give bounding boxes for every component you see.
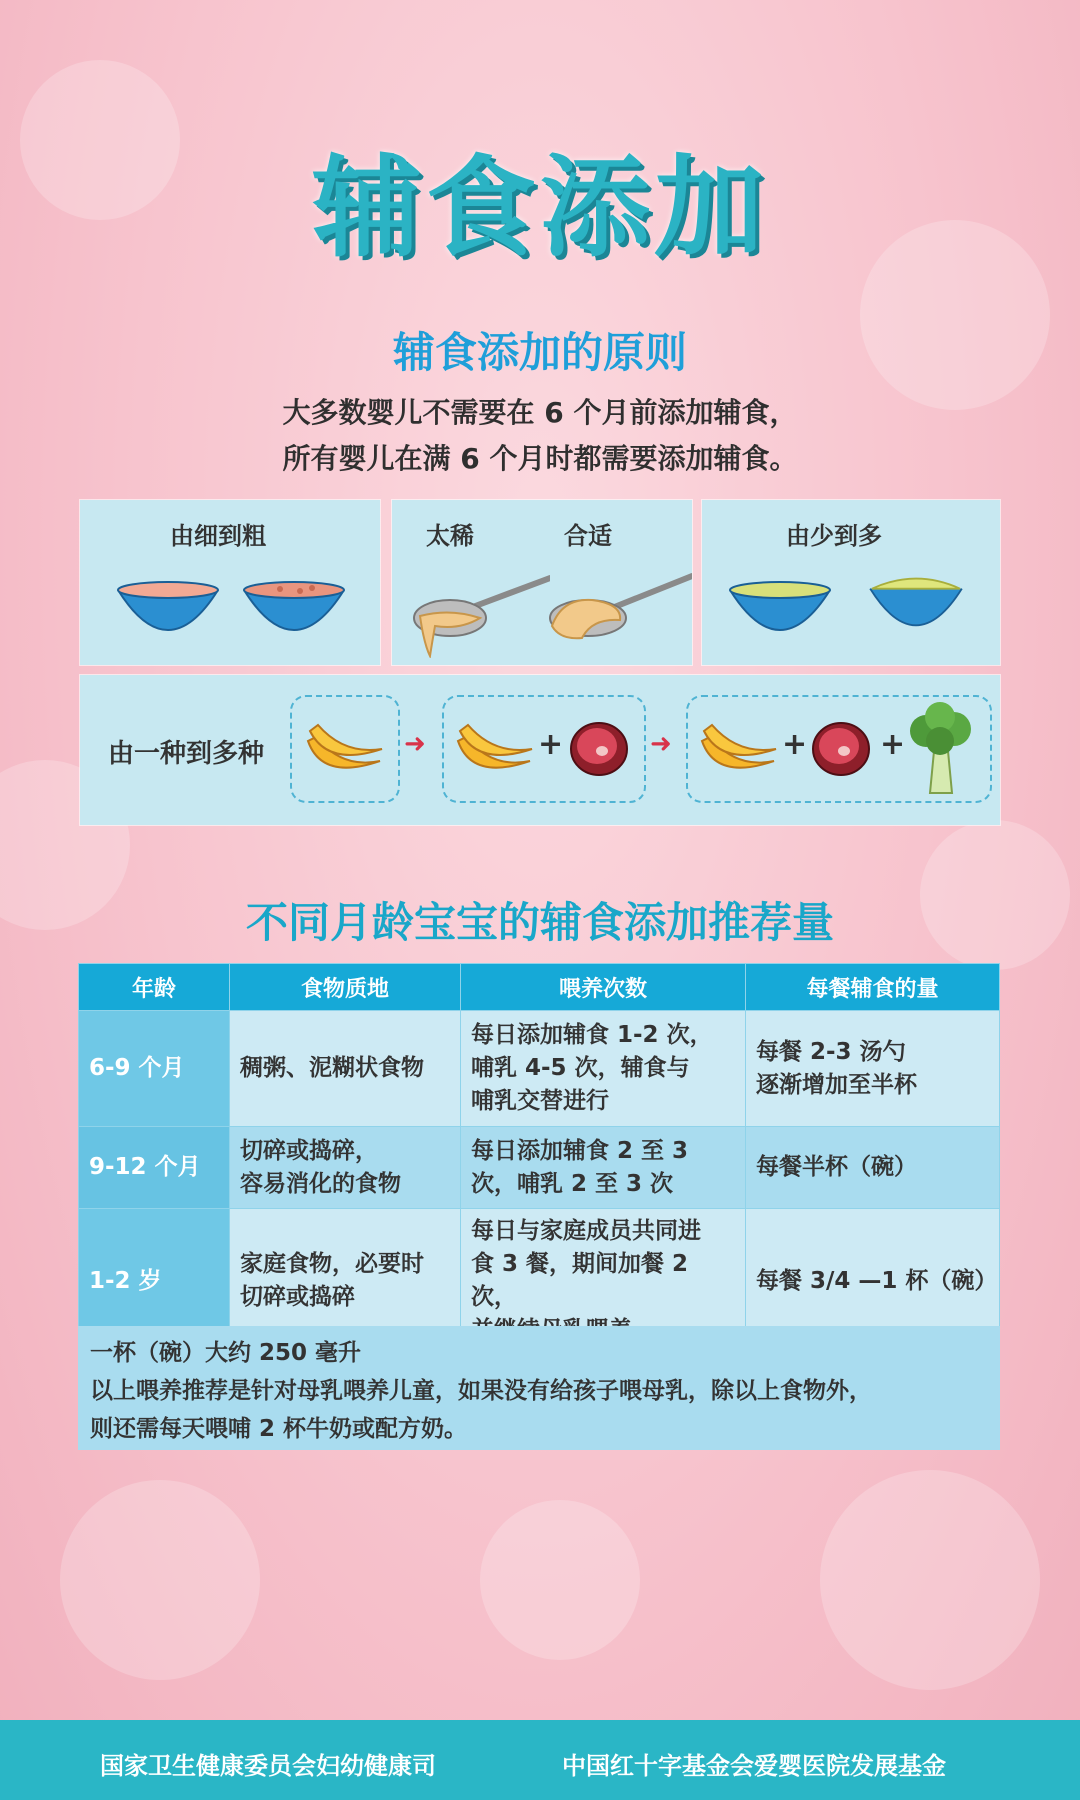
plus-icon: + — [538, 727, 564, 762]
table-row — [79, 1011, 1000, 1127]
cell-line: 哺乳交替进行 — [471, 1088, 609, 1114]
cell-line: 逐渐增加至半杯 — [756, 1071, 917, 1098]
meat-icon — [808, 715, 874, 781]
section-heading-recommendation: 不同月龄宝宝的辅食添加推荐量 — [245, 898, 834, 947]
bokeh-decoration — [480, 1500, 640, 1660]
section-heading-principles: 辅食添加的原则 — [392, 328, 687, 377]
recommendation-table — [78, 963, 1000, 1354]
footer-bar — [0, 1720, 1080, 1800]
cell-line: 切碎或捣碎， — [240, 1137, 378, 1164]
bowl-icon — [114, 580, 222, 646]
broccoli-icon — [906, 701, 976, 797]
column-header: 年龄 — [79, 964, 230, 1011]
cell-line: 食 3 餐，期间加餐 2 次， — [471, 1251, 689, 1310]
footer-org-left: 国家卫生健康委员会妇幼健康司 — [100, 1752, 436, 1780]
bowl-icon — [862, 574, 970, 640]
bokeh-decoration — [820, 1470, 1040, 1690]
banana-icon — [452, 711, 536, 783]
page-title: 辅食添加 — [312, 144, 768, 272]
cell-line: 容易消化的食物 — [240, 1170, 401, 1197]
cell-line: 每日添加辅食 1-2 次， — [471, 1022, 713, 1048]
cell-feeding — [461, 1011, 746, 1127]
cell-line: 每餐 2-3 汤勺 — [756, 1038, 906, 1065]
note-line: 一杯（碗）大约 250 毫升 — [90, 1340, 362, 1366]
banana-icon — [696, 711, 780, 783]
note-line: 则还需每天喂哺 2 杯牛奶或配方奶。 — [90, 1416, 468, 1442]
panel-one-to-many — [80, 675, 1000, 825]
panel-consistency — [392, 500, 692, 665]
column-header: 喂养次数 — [461, 964, 746, 1011]
column-header: 每餐辅食的量 — [746, 964, 1000, 1011]
cell-line: 次，哺乳 2 至 3 次 — [471, 1170, 674, 1197]
bowl-icon — [726, 580, 834, 646]
meat-icon — [566, 715, 632, 781]
banana-icon — [302, 711, 386, 783]
cell-line: 每餐半杯（碗） — [756, 1154, 917, 1180]
cell-feeding — [461, 1127, 746, 1209]
cell-line: 每日与家庭成员共同进 — [471, 1218, 701, 1244]
cell-amount — [746, 1127, 1000, 1209]
panel-less-to-more — [702, 500, 1000, 665]
cell-age: 9-12 个月 — [79, 1127, 230, 1209]
panel-label-suitable: 合适 — [564, 522, 612, 550]
bowl-icon — [240, 580, 348, 646]
arrow-right-icon: ➜ — [650, 729, 672, 759]
cell-texture — [230, 1127, 461, 1209]
panel-label: 由少到多 — [786, 522, 882, 550]
cell-age: 6-9 个月 — [79, 1011, 230, 1127]
intro-line: 大多数婴儿不需要在 6 个月前添加辅食， — [282, 396, 798, 429]
spoon-icon — [410, 548, 550, 658]
panel-fine-to-coarse — [80, 500, 380, 665]
table-header-row — [79, 964, 1000, 1011]
footer-org-right: 中国红十字基金会爱婴医院发展基金 — [562, 1752, 946, 1780]
panel-label: 由细到粗 — [170, 522, 266, 550]
cell-texture: 稠粥、泥糊状食物 — [230, 1011, 461, 1127]
panel-label-too-thin: 太稀 — [426, 522, 474, 550]
bokeh-decoration — [60, 1480, 260, 1680]
cell-line: 切碎或捣碎 — [240, 1284, 355, 1310]
cell-line: 哺乳 4-5 次，辅食与 — [471, 1055, 690, 1081]
cell-age: 1-2 岁 — [79, 1209, 230, 1354]
plus-icon: + — [880, 727, 906, 762]
arrow-right-icon: ➜ — [404, 729, 426, 759]
cell-line: 每餐 3/4 —1 杯（碗） — [756, 1267, 998, 1294]
spoon-icon — [542, 548, 692, 658]
intro-line: 所有婴儿在满 6 个月时都需要添加辅食。 — [282, 442, 798, 475]
column-header: 食物质地 — [230, 964, 461, 1011]
note-line: 以上喂养推荐是针对母乳喂养儿童，如果没有给孩子喂母乳，除以上食物外， — [90, 1378, 872, 1404]
panel-label: 由一种到多种 — [108, 739, 265, 769]
table-note — [78, 1326, 1000, 1450]
table-row — [79, 1127, 1000, 1209]
cell-line: 家庭食物，必要时 — [240, 1251, 424, 1277]
plus-icon: + — [782, 727, 808, 762]
cell-amount — [746, 1011, 1000, 1127]
intro-text — [0, 390, 1080, 482]
cell-line: 每日添加辅食 2 至 3 — [471, 1137, 689, 1164]
